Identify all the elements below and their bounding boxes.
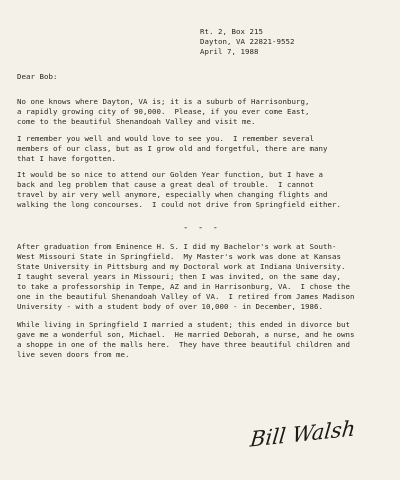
paragraph-2-line: members of our class, but as I grow old and forgetful, there are many (17, 144, 328, 153)
paragraph-4-line: After graduation from Eminence H. S. I did my Bachelor's work at South- (17, 242, 337, 251)
section-separator: - - - (183, 223, 221, 233)
paragraph-5-line: a shoppe in one of the malls here. They have three beautiful children and (17, 340, 350, 349)
paragraph-1-line: a rapidly growing city of 90,000. Please, if you ever come East, (17, 107, 310, 116)
paragraph-1-line: come to the beautiful Shenandoah Valley and visit me. (17, 117, 256, 126)
paragraph-3-line: It would be so nice to attend our Golden Year function, but I have a (17, 170, 323, 179)
salutation: Dear Bob: (17, 72, 58, 81)
paragraph-1-line: No one knows where Dayton, VA is; it is a suburb of Harrisonburg, (17, 97, 310, 106)
paragraph-4-line: one in the beautiful Shenandoah Valley of VA. I retired from James Madison (17, 292, 355, 301)
paragraph-5-line: While living in Springfield I married a student; this ended in divorce but (17, 320, 350, 329)
paragraph-4-line: to take a professorship in Tempe, AZ and in Harrisonburg, VA. I chose the (17, 282, 350, 291)
paragraph-3-line: back and leg problem that cause a great deal of trouble. I cannot (17, 180, 314, 189)
handwritten-signature: Bill Walsh (249, 416, 357, 452)
paragraph-4-line: University - with a student body of over 10,000 - in December, 1986. (17, 302, 323, 311)
address-line-1: Rt. 2, Box 215 (200, 27, 263, 36)
paragraph-5-line: gave me a wonderful son, Michael. He married Deborah, a nurse, and he owns (17, 330, 355, 339)
paragraph-2-line: that I have forgotten. (17, 154, 116, 163)
paragraph-4-line: I taught several years in Missouri; then I was invited, on the same day, (17, 272, 341, 281)
letter-date: April 7, 1988 (200, 47, 259, 56)
paragraph-4-line: State University in Pittsburg and my Doctoral work at Indiana University. (17, 262, 346, 271)
paragraph-4-line: West Missouri State in Springfield. My Master's work was done at Kansas (17, 252, 341, 261)
paragraph-3-line: walking the long concourses. I could not drive from Springfield either. (17, 200, 341, 209)
paragraph-5-line: live seven doors from me. (17, 350, 130, 359)
paragraph-3-line: travel by air very well anymore, especially when changing flights and (17, 190, 328, 199)
paragraph-2-line: I remember you well and would love to see you. I remember several (17, 134, 314, 143)
address-line-2: Dayton, VA 22821-9552 (200, 37, 295, 46)
